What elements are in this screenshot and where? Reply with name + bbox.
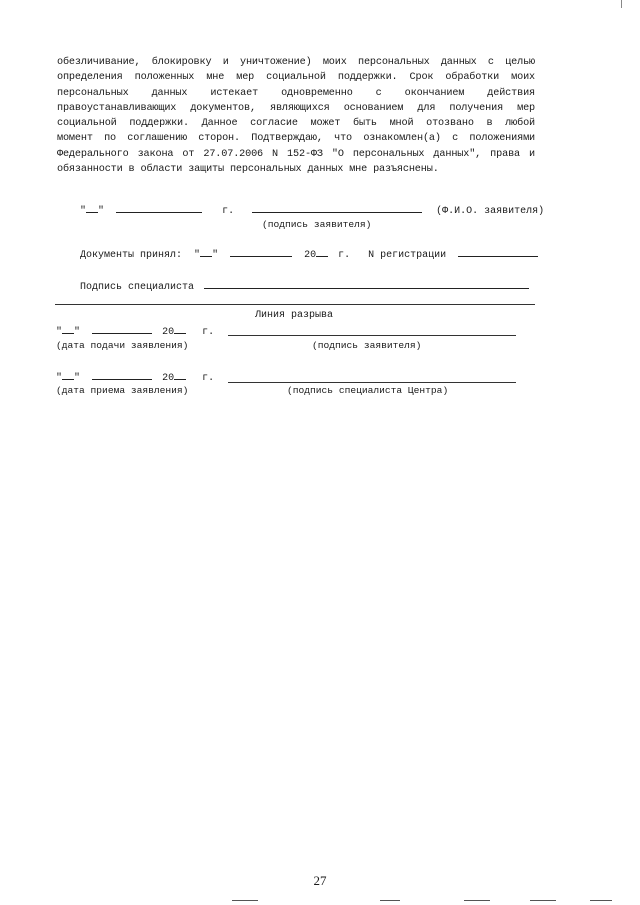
paragraph-line: персональных данных истекает одновременно с окончанием действия [57,87,535,99]
applicant-signature-caption: (подпись заявителя) [262,219,372,230]
fio-label: (Ф.И.О. заявителя) [436,206,545,217]
month-blank [230,247,292,257]
year-suffix: г. [338,250,351,261]
scan-artifact [621,0,622,8]
submission-date-row [56,324,214,338]
year-suffix: г. [202,373,215,384]
paragraph-line: момент по соглашению сторон. Подтверждаю, что ознакомлен(а) с положениями [57,133,535,145]
quote-close: " [74,327,81,338]
registration-label: N регистрации [368,250,447,261]
applicant-name-blank[interactable] [252,203,422,213]
received-label: Документы принял: [80,250,183,261]
year-blank [316,247,328,257]
year-suffix: г. [202,327,215,338]
year-prefix: 20 [304,250,317,261]
quote-open: " [194,250,201,261]
page-number: 27 [313,873,327,888]
paragraph-line: обезличивание, блокировку и уничтожение) моих персональных данных с целью [57,57,535,68]
quote-open: " [80,206,87,217]
paragraph-line: социальной поддержки. Данное согласие может быть мной отозвано в любой [57,118,535,130]
scan-artifact [232,900,258,901]
year-blank [174,370,186,380]
applicant-signature-line[interactable] [228,335,516,336]
year-suffix: г. [222,206,235,217]
paragraph-line: правоустанавливающих документов, являющихся основанием для получения мер [57,102,535,114]
applicant-signature-caption: (подпись заявителя) [312,340,422,351]
day-blank [200,247,212,257]
paragraph-line: определения положенных мне мер социальной поддержки. Срок обработки моих [57,72,535,84]
documents-received-row [80,247,538,261]
month-blank [92,370,152,380]
scan-artifact [380,900,400,901]
specialist-signature-row [80,279,529,293]
quote-open: " [56,373,63,384]
month-blank [116,203,202,213]
specialist-signature-line[interactable] [228,382,516,383]
paragraph-line: обязанности в области защиты персональных данных мне разъяснены. [57,164,439,176]
paragraph-line: Федерального закона от 27.07.2006 N 152-ФЗ "О персональных данных", права и [57,148,535,160]
acceptance-date-caption: (дата приема заявления) [56,385,189,396]
day-blank [86,203,98,213]
quote-close: " [98,206,105,217]
month-blank [92,324,152,334]
specialist-signature-blank[interactable] [204,279,529,289]
scan-artifact [590,900,612,901]
signature-date-row [80,203,544,217]
quote-close: " [74,373,81,384]
year-prefix: 20 [162,373,175,384]
specialist-center-caption: (подпись специалиста Центра) [287,385,449,396]
year-blank [174,324,186,334]
registration-number-blank[interactable] [458,247,538,257]
day-blank [62,324,74,334]
cut-line-label: Линия разрыва [255,310,334,321]
day-blank [62,370,74,380]
specialist-label: Подпись специалиста [80,282,195,293]
quote-close: " [212,250,219,261]
scan-artifact [530,900,556,901]
cut-line [55,304,535,305]
scan-artifact [464,900,490,901]
consent-paragraph [57,55,535,177]
submission-date-caption: (дата подачи заявления) [56,340,189,351]
year-prefix: 20 [162,327,175,338]
quote-open: " [56,327,63,338]
acceptance-date-row [56,370,214,384]
